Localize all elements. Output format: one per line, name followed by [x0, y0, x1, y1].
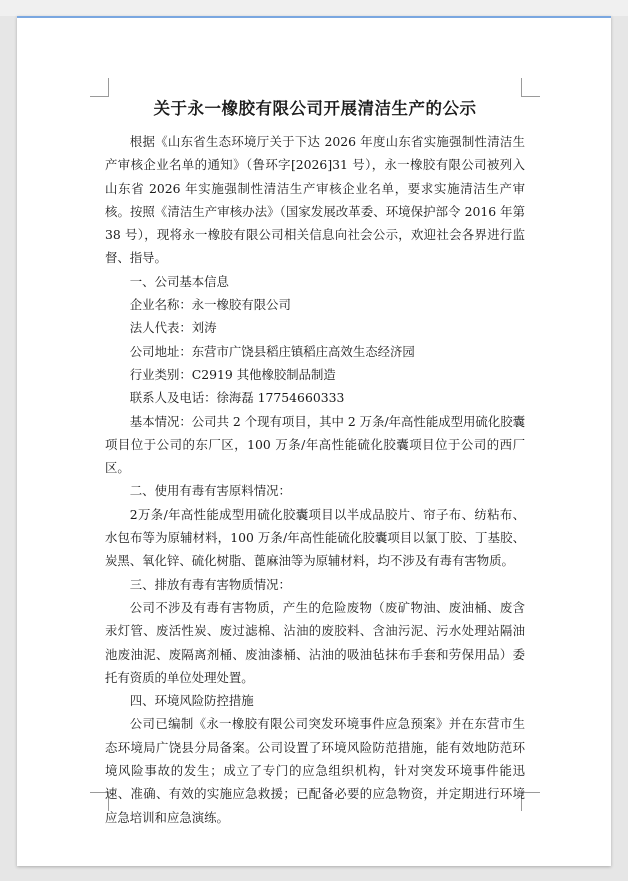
- section-heading-company-info: 一、公司基本信息: [129, 273, 229, 289]
- paragraph-intro: 根据《山东省生态环境厅关于下达 2026 年度山东省实施强制性清洁生产审核企业名单的通知》（鲁环字[2026]31 号），永一橡胶有限公司被列入山东省 2026 年实施强制性清洁生产审核企业名单，要求实施清洁生产审核。按照《清洁生产审核办法》（国家发展改革委、环境保护部令 2016 年第 38 号），现将永一橡胶有限公司相关信息向社会公示，欢迎社会各界进行监督、指导。: [105, 134, 525, 266]
- company-address: 公司地址：东营市广饶县稻庄镇稻庄高效生态经济园: [129, 343, 415, 359]
- document-page: [17, 16, 611, 866]
- emissions-text: 公司不涉及有毒有害物质，产生的危险废物（废矿物油、废油桶、废含汞灯管、废活性炭、废过滤棉、沾油的废胶料、含油污泥、污水处理站隔油池废油泥、废隔离剂桶、废油漆桶、沾油的吸油毡抹布手套和劳保用品）委托有资质的单位处理处置。: [105, 599, 525, 685]
- section-heading-raw-materials: 二、使用有毒有害原料情况：: [129, 483, 291, 499]
- industry-category: 行业类别：C2919 其他橡胶制品制造: [129, 366, 336, 382]
- section-heading-risk-control: 四、环境风险防控措施: [129, 693, 254, 709]
- toolbar-strip: [0, 0, 628, 16]
- risk-control-text: 公司已编制《永一橡胶有限公司突发环境事件应急预案》并在东营市生态环境局广饶县分局备案。公司设置了环境风险防范措施，能有效地防范环境风险事故的发生；成立了专门的应急组织机构，针对突发环境事件能迅速、准确、有效的实施应急救援；已配备必要的应急物资，并定期进行环境应急培训和应急演练。: [105, 716, 525, 825]
- section-heading-emissions: 三、排放有毒有害物质情况：: [129, 576, 291, 592]
- basic-situation: 基本情况：公司共 2 个现有项目，其中 2 万条/年高性能成型用硫化胶囊项目位于公司的东厂区，100 万条/年高性能硫化胶囊项目位于公司的西厂区。: [105, 413, 525, 476]
- raw-materials-text: 2万条/年高性能成型用硫化胶囊项目以半成品胶片、帘子布、纺粘布、水包布等为原辅材料，100 万条/年高性能硫化胶囊项目以氯丁胶、丁基胶、炭黑、氧化锌、硫化树脂、蓖麻油等为原辅材料，均不涉及有毒有害物质。: [105, 506, 525, 569]
- crop-mark-top-left: [90, 78, 109, 97]
- company-name: 企业名称：永一橡胶有限公司: [129, 297, 291, 313]
- legal-representative: 法人代表：刘涛: [129, 320, 217, 336]
- document-body: [105, 98, 525, 829]
- contact-info: 联系人及电话：徐海磊 17754660333: [129, 390, 345, 406]
- document-title: 关于永一橡胶有限公司开展清洁生产的公示: [153, 99, 477, 118]
- crop-mark-top-right: [521, 78, 540, 97]
